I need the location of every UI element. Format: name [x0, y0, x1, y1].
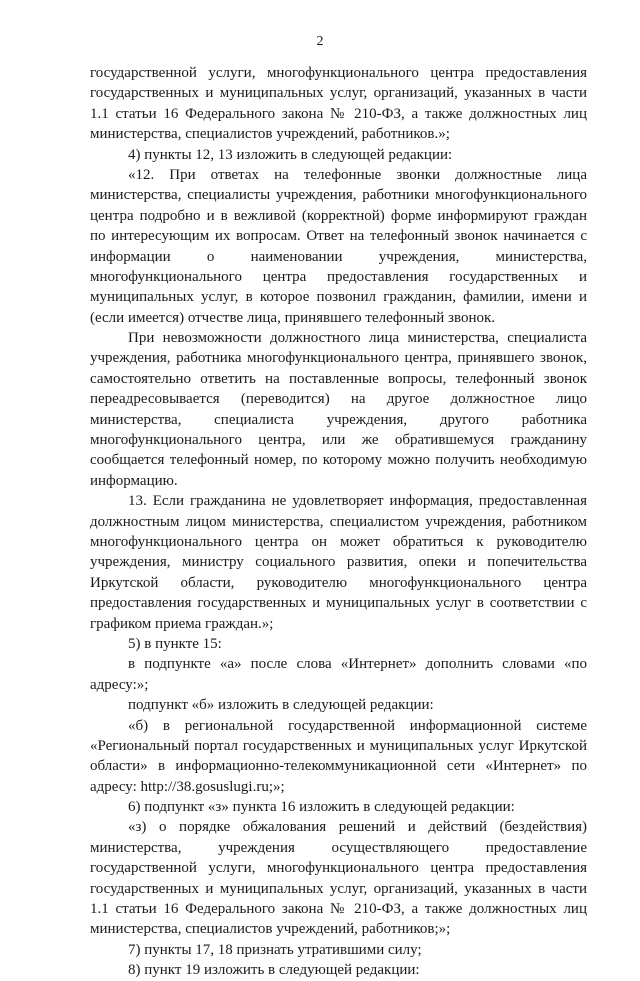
- text-line: государственной услуги, многофункционального центра предоставления: [90, 860, 587, 877]
- text-line: предоставления государственных и муниципальных услуг в соответствии с: [90, 595, 587, 612]
- text-line: Иркутской области, руководителю многофункционального центра: [90, 574, 587, 591]
- text-line: государственной услуги, многофункционального центра предоставления: [90, 65, 587, 81]
- text-line: 4) пункты 12, 13 изложить в следующей редакции:: [128, 146, 453, 163]
- text-line: министерства, учреждения осуществляющего предоставление: [90, 839, 587, 856]
- text-line: 1.1 статьи 16 Федерального закона № 210-ФЗ, а также должностных лиц: [90, 105, 587, 122]
- text-line: адресу: http://38.gosuslugi.ru;»;: [90, 778, 285, 795]
- text-line: 13. Если гражданина не удовлетворяет информация, предоставленная: [128, 493, 587, 510]
- text-line: в подпункте «а» после слова «Интернет» дополнить словами «по: [128, 656, 587, 673]
- text-line: сообщается телефонный номер, по которому можно получить необходимую: [90, 452, 587, 469]
- text-line: министерства, специалиста учреждения, другого работника: [90, 411, 587, 428]
- text-line: При невозможности должностного лица министерства, специалиста: [128, 330, 587, 347]
- text-line: учреждения, работника многофункционального центра, принявшего звонок,: [90, 350, 587, 367]
- text-line: 1.1 статьи 16 Федерального закона № 210-ФЗ, а также должностных лиц: [90, 901, 587, 918]
- text-line: министерства, специалистов учреждений, работников;»;: [90, 921, 451, 938]
- text-line: «Региональный портал государственных и муниципальных услуг Иркутской: [90, 737, 587, 754]
- text-line: многофункционального центра, или же обратившемуся гражданину: [90, 432, 587, 449]
- text-line: адресу:»;: [90, 676, 149, 693]
- text-line: самостоятельно ответить на поставленные вопросы, телефонный звонок: [90, 370, 587, 387]
- text-line: 6) подпункт «з» пункта 16 изложить в следующей редакции:: [128, 799, 515, 816]
- text-line: области» в информационно-телекоммуникационной сети «Интернет» по: [90, 758, 587, 775]
- text-line: многофункционального центра он может обратиться к руководителю: [90, 533, 587, 550]
- text-line: 7) пункты 17, 18 признать утратившими силу;: [128, 941, 422, 958]
- text-line: государственных и муниципальных услуг, организаций, указанных в части: [90, 85, 587, 102]
- text-line: министерства, специалисты учреждения, работники многофункционального: [90, 187, 587, 204]
- text-line: информацию.: [90, 472, 178, 489]
- text-line: информации о наименовании учреждения, министерства,: [90, 248, 587, 265]
- text-line: государственных и муниципальных услуг, организаций, указанных в части: [90, 880, 587, 897]
- text-line: (если имеется) отчестве лица, принявшего телефонный звонок.: [90, 309, 496, 326]
- text-line: по интересующим их вопросам. Ответ на телефонный звонок начинается с: [90, 228, 587, 245]
- text-line: подпункт «б» изложить в следующей редакции:: [128, 697, 434, 714]
- text-line: многофункционального центра предоставления государственных и: [90, 268, 587, 285]
- text-line: переадресовывается (переводится) на другое должностное лицо: [90, 391, 587, 408]
- text-line: должностным лицом министерства, специалистом учреждения, работником: [90, 513, 587, 530]
- text-line: учреждения, министру социального развития, опеки и попечительства: [90, 554, 587, 571]
- document-body: [90, 63, 587, 981]
- text-line: «12. При ответах на телефонные звонки должностные лица: [128, 166, 587, 183]
- text-line: центра подробно и в вежливой (корректной) форме информируют граждан: [90, 207, 587, 224]
- text-line: министерства, специалистов учреждений, работников.»;: [90, 126, 450, 143]
- text-line: муниципальных услуг, в которое позвонил гражданин, фамилии, имени и: [90, 289, 587, 306]
- text-line: графиком приема граждан.»;: [90, 615, 274, 632]
- text-line: «з) о порядке обжалования решений и действий (бездействия): [128, 819, 587, 836]
- text-line: 8) пункт 19 изложить в следующей редакции:: [128, 962, 420, 979]
- text-line: 5) в пункте 15:: [128, 635, 222, 652]
- page-number: 2: [316, 34, 324, 49]
- text-line: «б) в региональной государственной информационной системе: [128, 717, 587, 734]
